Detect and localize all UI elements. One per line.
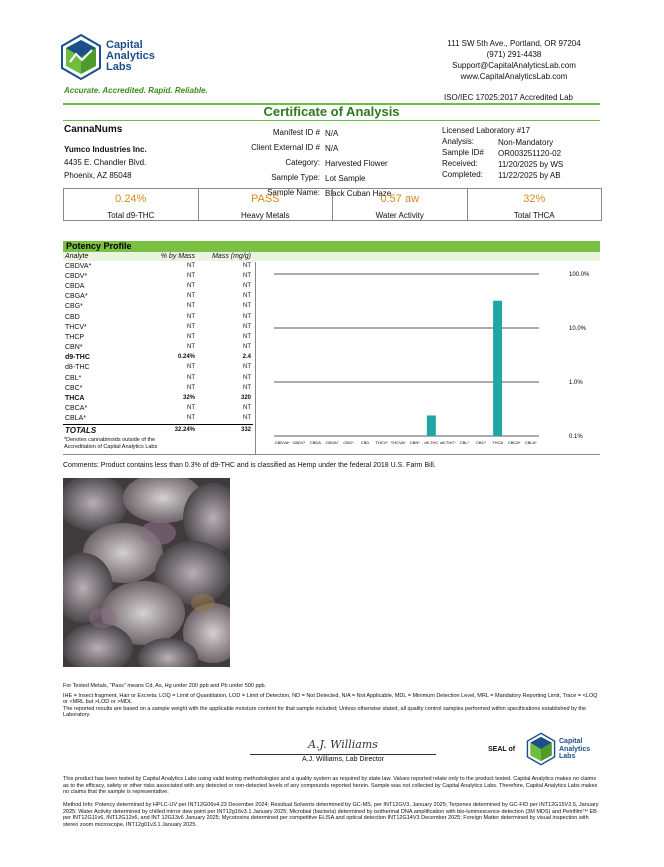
potency-row — [63, 363, 253, 373]
totals-pct: 32.24% — [174, 426, 195, 433]
analyte-pct: NT — [187, 374, 195, 381]
seal-logo — [526, 730, 606, 768]
analyte-pct: NT — [187, 384, 195, 391]
analyte-name: CBG* — [65, 303, 83, 311]
summary-label: Total d9-THC — [107, 211, 155, 220]
analyte-pct: NT — [187, 323, 195, 330]
lab-info-row — [442, 148, 564, 159]
chart-x-tick-label: THCVA* — [390, 440, 406, 445]
summary-label: Water Activity — [375, 211, 424, 220]
seal-name-line-1: Capital — [559, 738, 583, 745]
col-mg: Mass (mg/g) — [212, 253, 251, 260]
potency-footnote — [64, 437, 157, 451]
chart-x-tick-label: CBDA — [309, 440, 321, 445]
potency-profile-header: Potency Profile — [63, 241, 600, 252]
analyte-name: CBD — [65, 313, 80, 321]
chart-bottom-rule — [63, 454, 600, 455]
sample-photo — [63, 478, 230, 667]
potency-row — [63, 393, 253, 403]
col-pct: % by Mass — [160, 253, 195, 260]
potency-row — [63, 281, 253, 291]
analyte-pct: NT — [187, 344, 195, 351]
analyte-mg: NT — [243, 364, 251, 371]
summary-label: Total THCA — [513, 211, 555, 220]
lab-email[interactable]: Support@CapitalAnalyticsLab.com — [452, 61, 576, 70]
footnote-line-2: Accreditation of Capital Analytics Labs — [64, 444, 158, 450]
analyte-name: CBL* — [65, 374, 82, 382]
potency-row — [63, 292, 253, 302]
sample-info-value: Harvested Flower — [325, 159, 388, 168]
analyte-pct: NT — [187, 303, 195, 310]
lab-name-line-3: Labs — [106, 61, 132, 73]
analyte-name: CBGA* — [65, 293, 88, 301]
client-brand: CannaNums — [64, 124, 123, 135]
analyte-name: THCV* — [65, 323, 87, 331]
lab-contact — [420, 38, 608, 82]
chart-y-tick-label: 0.1% — [569, 434, 583, 440]
client-street: 4435 E. Chandler Blvd. — [64, 158, 147, 167]
potency-row — [63, 414, 253, 425]
summary-value: 0.24% — [115, 193, 147, 205]
analyte-pct: 0.24% — [177, 354, 195, 361]
analyte-name: THCP — [65, 333, 85, 341]
lab-info-label: Analysis: — [442, 136, 475, 146]
sample-info-label: Client External ID # — [251, 143, 320, 153]
client-block — [64, 124, 147, 182]
summary-cell-thca — [468, 189, 602, 220]
lab-address: 111 SW 5th Ave., Portland, OR 97204 — [447, 39, 581, 48]
analyte-mg: NT — [243, 333, 251, 340]
analyte-mg: NT — [243, 272, 251, 279]
analyte-mg: NT — [243, 313, 251, 320]
analyte-mg: 320 — [240, 395, 251, 402]
chart-y-tick-label: 10.0% — [569, 326, 587, 332]
lab-info-label: Received: — [442, 158, 478, 168]
analyte-pct: NT — [187, 313, 195, 320]
analyte-mg: NT — [243, 323, 251, 330]
signature-script: A.J. Williams — [308, 738, 378, 751]
potency-chart-svg — [256, 262, 601, 454]
disclaimer: This product has been tested by Capital Analytics Labs using valid testing methodologies and a quality system as required by state law. Values reported relate only to the product tested. Capital Analytics makes no claims as to the efficacy, safety or other risks associated with any detected or non-detected levels of any compounds reported herein. Sample was not collected by Capital Analytics Labs. Therefore, Capital Analytics Labs makes no claims that the sample is representative. — [63, 776, 598, 795]
potency-chart — [255, 262, 601, 454]
summary-value: 0.57 aw — [380, 193, 420, 205]
analyte-mg: NT — [243, 344, 251, 351]
summary-value: PASS — [250, 193, 280, 205]
chart-x-tick-label: THCA — [492, 440, 504, 445]
chart-x-tick-label: CBCA* — [507, 440, 521, 445]
method-info: Method Info: Potency determined by HPLC-UV per INT12G06v4.23 December 2024; Residual Solvents determined by GC-MS, per INT12GV3, January 2025; Terpenes determined by GC-FID per INT12G15V2.5, January 2025; Water Activity determined by chilled mirror dew point per INT12g16v3.1 January 2025; Microbial (bacteria) determined by isothermal DNA amplification with bio-luminescence detection (3M MDS) and Petrifilm™ EB per INT12G11v6, INT12G12v6, and INT 12G13v6 January 2025; Mycotoxins determined per competitive ELISA and optical detection INT12G14V3 December 2025; Foreign Matter determined by visual inspection with stereo zoom microscope, INT12g01v3.1 January 2025. — [63, 802, 599, 828]
analyte-pct: 32% — [182, 395, 195, 402]
potency-row — [63, 404, 253, 414]
notes — [63, 683, 600, 719]
chart-x-tick-label: CBDVA* — [274, 440, 290, 445]
analyte-pct: NT — [187, 262, 195, 269]
sample-info-label: Sample Name: — [267, 188, 320, 198]
sample-info-label: Manifest ID # — [272, 128, 320, 138]
analyte-name: CBN* — [65, 344, 83, 352]
chart-x-tick-label: CBLA* — [524, 440, 537, 445]
analyte-name: CBDA — [65, 282, 85, 290]
chart-x-tick-label: d8-THC* — [440, 440, 456, 445]
comments: Comments: Product contains less than 0.3% of d9-THC and is classified as Hemp under the federal 2018 U.S. Farm Bill. — [63, 462, 436, 469]
analyte-mg: 2.4 — [242, 354, 251, 361]
lab-info — [442, 126, 564, 181]
potency-table — [63, 252, 263, 435]
analyte-name: d8-THC — [65, 364, 90, 372]
analyte-pct: NT — [187, 272, 195, 279]
totals-label: TOTALS — [65, 425, 97, 435]
document-title: Certificate of Analysis — [263, 104, 400, 119]
chart-x-tick-label: CBDV* — [292, 440, 306, 445]
analyte-mg: NT — [243, 374, 251, 381]
seal-name-line-3: Labs — [559, 753, 576, 760]
analyte-pct: NT — [187, 333, 195, 340]
potency-header-row — [63, 252, 253, 261]
lab-logo-hexagon-icon — [60, 34, 102, 80]
analyte-pct: NT — [187, 415, 195, 422]
lab-info-row — [442, 137, 564, 148]
analyte-mg: NT — [243, 405, 251, 412]
lab-license: Licensed Laboratory #17 — [442, 126, 531, 135]
lab-phone: (971) 291-4438 — [486, 50, 542, 59]
potency-row — [63, 383, 253, 393]
sample-info-value: N/A — [325, 129, 339, 138]
sample-info-row — [220, 126, 392, 141]
analyte-name: THCA — [65, 395, 85, 403]
potency-row — [63, 343, 253, 353]
chart-x-tick-label: CBN* — [409, 440, 420, 445]
sample-info-row — [220, 171, 392, 186]
lab-info-value: 11/20/2025 by WS — [498, 159, 564, 169]
potency-row — [63, 353, 253, 363]
chart-x-tick-label: d9-THC — [424, 440, 439, 445]
analyte-mg: NT — [243, 384, 251, 391]
sample-info-label: Sample Type: — [271, 173, 320, 183]
potency-row — [63, 261, 253, 271]
analyte-pct: NT — [187, 405, 195, 412]
seal-hexagon-icon — [526, 732, 556, 766]
flower-image — [63, 478, 230, 667]
analyte-mg: NT — [243, 303, 251, 310]
results-summary — [63, 188, 602, 221]
lab-tagline: Accurate. Accredited. Rapid. Reliable. — [64, 86, 208, 95]
signature-printed-name: A.J. Williams, Lab Director — [301, 756, 385, 763]
chart-x-tick-label: CBG* — [343, 440, 354, 445]
title-divider — [63, 120, 600, 121]
chart-x-tick-label: CBGA* — [325, 440, 339, 445]
analyte-pct: NT — [187, 293, 195, 300]
summary-cell-metals — [199, 189, 334, 220]
chart-y-tick-label: 1.0% — [569, 380, 583, 386]
potency-row — [63, 312, 253, 322]
seal-name-line-2: Analytics — [559, 745, 591, 753]
potency-row — [63, 322, 253, 332]
chart-y-tick-label: 100.0% — [569, 272, 590, 278]
seal-label: SEAL of — [488, 746, 516, 753]
analyte-name: CBDVA* — [65, 262, 92, 270]
potency-totals-row — [63, 425, 253, 436]
note-moisture: The reported results are based on a sample weight with the applicable moisture content for that sample included; Unless otherwise stated, all quality control samples performed within specifications established by the Laboratory. — [63, 705, 587, 718]
analyte-name: d9-THC — [65, 354, 90, 362]
lab-info-label: Sample ID# — [442, 147, 484, 157]
analyte-name: CBLA* — [65, 415, 87, 423]
chart-bar — [493, 301, 502, 436]
lab-info-label: Completed: — [442, 169, 483, 179]
totals-mg: 332 — [240, 426, 251, 433]
summary-value: 32% — [523, 193, 546, 205]
signature-block — [250, 738, 436, 763]
lab-info-value: 11/22/2025 by AB — [498, 170, 561, 180]
accreditation: ISO/IEC 17025:2017 Accredited Lab — [444, 93, 573, 102]
lab-info-row — [442, 159, 564, 170]
client-company: Yumco Industries Inc. — [64, 145, 147, 154]
analyte-name: CBCA* — [65, 405, 88, 413]
sample-info-value: Black Cuban Haze — [325, 189, 392, 198]
chart-bar — [427, 415, 436, 436]
chart-x-tick-label: CBD — [360, 440, 370, 445]
analyte-mg: NT — [243, 282, 251, 289]
lab-info-row — [442, 170, 564, 181]
potency-row — [63, 373, 253, 383]
analyte-mg: NT — [243, 293, 251, 300]
summary-label: Heavy Metals — [241, 211, 290, 220]
sample-info-row — [220, 156, 392, 171]
sample-info-value: N/A — [325, 144, 339, 153]
note-metals: For Tested Metals, "Pass" means Cd, As, Hg under 200 ppb and Pb under 500 ppb. — [63, 683, 267, 689]
col-analyte: Analyte — [65, 253, 89, 260]
sample-info-value: Lot Sample — [325, 174, 366, 183]
lab-logo — [60, 32, 210, 82]
summary-cell-d9thc — [64, 189, 199, 220]
summary-cell-water — [333, 189, 468, 220]
lab-name-line-2: Analytics — [106, 50, 155, 62]
sample-info-label: Category: — [285, 158, 320, 168]
chart-x-tick-label: CBL* — [459, 440, 470, 445]
potency-row — [63, 302, 253, 312]
analyte-mg: NT — [243, 415, 251, 422]
chart-x-tick-label: CBC* — [476, 440, 487, 445]
analyte-mg: NT — [243, 262, 251, 269]
analyte-name: CBDV* — [65, 272, 88, 280]
analyte-pct: NT — [187, 282, 195, 289]
analyte-pct: NT — [187, 364, 195, 371]
lab-website[interactable]: www.CapitalAnalyticsLab.com — [460, 72, 568, 81]
potency-row — [63, 332, 253, 342]
chart-x-tick-label: THCV* — [375, 440, 388, 445]
analyte-name: CBC* — [65, 384, 83, 392]
sample-info-row — [220, 141, 392, 156]
lab-info-value: Non-Mandatory — [498, 137, 554, 147]
potency-row — [63, 271, 253, 281]
client-city: Phoenix, AZ 85048 — [64, 171, 132, 180]
note-abbreviations: IHE = Insect fragment, Hair or Excreta; LOQ = Limit of Quantitation, LOD = Limit of Detection, ND = Not Detected, N/A = Not Applicable, MDL = Minimum Detection Level, MRL = Mandatory Reporting Limit, Trace = <LOQ or <MRL but >LOD or >MDL — [63, 692, 598, 705]
footnote-line-1: *Denotes cannabinoids outside of the — [64, 437, 156, 443]
lab-info-value: OR003251120-02 — [498, 148, 562, 158]
lab-name-line-1: Capital — [106, 39, 143, 51]
